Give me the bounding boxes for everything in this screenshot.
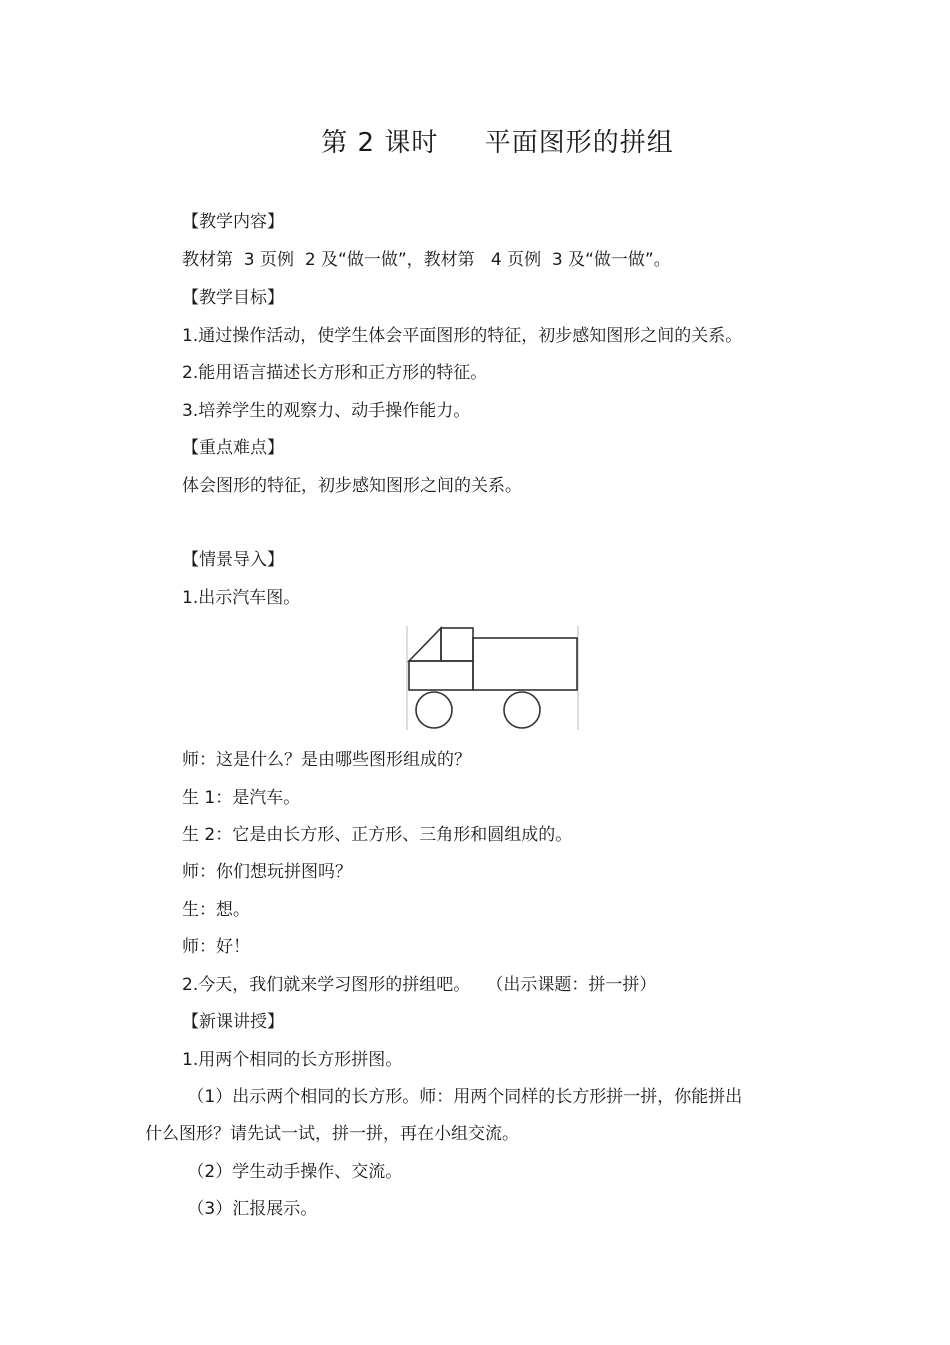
section-heading-key-points: 【重点难点】 bbox=[182, 438, 284, 458]
step-show-car-picture: 1.出示汽车图。 bbox=[182, 588, 301, 608]
step-two-rectangles: 1.用两个相同的长方形拼图。 bbox=[182, 1050, 403, 1070]
lesson-title: 第 2 课时 平面图形的拼组 bbox=[321, 128, 674, 158]
dialogue-student-1: 生 1：是汽车。 bbox=[182, 788, 301, 808]
car-rear-wheel-circle bbox=[504, 692, 540, 728]
section-heading-teaching-content: 【教学内容】 bbox=[182, 212, 284, 232]
dialogue-teacher-question: 师：这是什么？是由哪些图形组成的？ bbox=[182, 750, 471, 770]
dialogue-teacher-puzzle-question: 师：你们想玩拼图吗？ bbox=[182, 862, 352, 882]
goal-item-3: 3.培养学生的观察力、动手操作能力。 bbox=[182, 401, 471, 421]
car-square bbox=[441, 628, 473, 661]
paragraph-textbook-reference: 教材第 3 页例 2 及“做一做”，教材第 4 页例 3 及“做一做”。 bbox=[182, 250, 671, 270]
dialogue-student-answer: 生：想。 bbox=[182, 900, 250, 920]
section-heading-teaching-goals: 【教学目标】 bbox=[182, 288, 284, 308]
section-heading-new-lesson: 【新课讲授】 bbox=[182, 1012, 284, 1032]
car-front-wheel-circle bbox=[416, 692, 452, 728]
substep-1-line-2: 什么图形？请先试一试，拼一拼，再在小组交流。 bbox=[145, 1124, 519, 1144]
substep-2: （2）学生动手操作、交流。 bbox=[182, 1162, 403, 1182]
car-body-rectangle bbox=[473, 638, 577, 690]
dialogue-teacher-ok: 师：好！ bbox=[182, 937, 250, 957]
car-cab-rectangle bbox=[409, 661, 473, 690]
paragraph-key-points: 体会图形的特征，初步感知图形之间的关系。 bbox=[182, 476, 522, 496]
section-heading-scenario-intro: 【情景导入】 bbox=[182, 550, 284, 570]
step-introduce-topic: 2.今天，我们就来学习图形的拼组吧。 （出示课题：拼一拼） bbox=[182, 975, 657, 995]
substep-1-line-1: （1）出示两个相同的长方形。师：用两个同样的长方形拼一拼，你能拼出 bbox=[182, 1087, 743, 1107]
dialogue-student-2: 生 2：它是由长方形、正方形、三角形和圆组成的。 bbox=[182, 825, 573, 845]
car-triangle bbox=[409, 628, 441, 661]
goal-item-1: 1.通过操作活动，使学生体会平面图形的特征，初步感知图形之间的关系。 bbox=[182, 326, 743, 346]
substep-3: （3）汇报展示。 bbox=[182, 1199, 318, 1219]
car-figure bbox=[406, 626, 580, 730]
goal-item-2: 2.能用语言描述长方形和正方形的特征。 bbox=[182, 363, 488, 383]
